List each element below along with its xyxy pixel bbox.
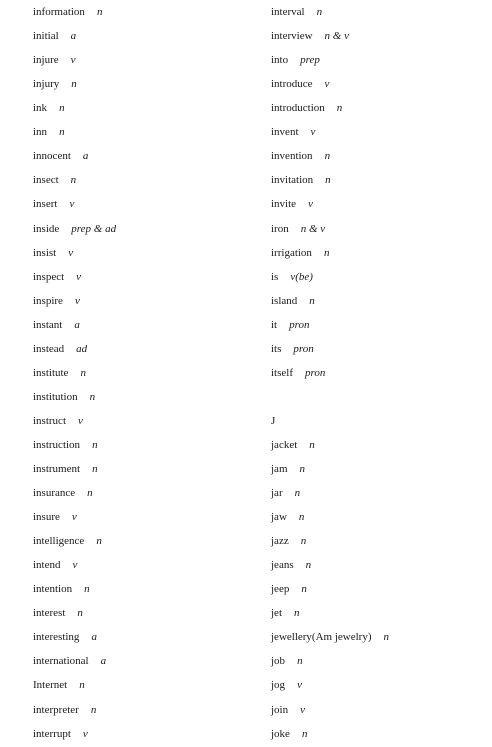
vocab-word: instead [33,342,65,355]
part-of-speech: v [78,414,83,427]
vocab-entry [33,244,73,262]
part-of-speech: n [92,462,98,475]
vocab-word: institution [33,390,78,403]
vocab-word: jazz [271,535,289,548]
vocab-word: joke [271,727,290,740]
vocab-word: Internet [33,679,68,692]
vocab-entry [33,436,98,454]
vocab-entry [33,123,65,141]
part-of-speech: n [70,174,77,187]
vocab-word: it [271,318,278,331]
vocab-entry [33,99,65,117]
vocab-word: invention [271,150,313,163]
vocab-word: inspect [33,270,65,283]
vocab-entry [271,701,305,719]
part-of-speech: n [297,655,303,668]
part-of-speech: n [96,6,103,18]
vocab-entry [33,51,76,69]
vocab-entry [33,340,87,358]
vocab-entry [33,412,83,430]
vocab-word: jeans [271,559,294,572]
part-of-speech: n [294,607,300,620]
vocab-word: insure [33,511,60,524]
vocab-word: intend [33,559,61,572]
part-of-speech: pron [289,318,310,331]
vocab-entry [271,508,304,526]
vocab-entry [271,340,314,358]
vocab-word: jaw [271,511,287,524]
vocab-word: interval [271,6,305,18]
vocab-word: information [33,6,85,18]
part-of-speech: v(be) [290,270,313,283]
vocab-entry [33,676,85,694]
vocab-entry [271,123,315,141]
vocab-word: introduce [271,78,313,91]
vocab-word: interview [271,30,313,43]
vocab-entry [271,725,307,743]
vocab-word: job [271,655,286,668]
part-of-speech: n [294,487,301,499]
vocab-word: its [271,342,282,355]
vocab-word: invite [271,198,297,211]
vocab-entry [33,508,77,526]
part-of-speech: n [299,462,305,475]
vocab-entry [271,484,300,502]
part-of-speech: n [305,559,312,572]
vocab-word: ink [33,102,48,115]
vocab-word: inn [33,126,48,139]
vocab-word: interpreter [33,703,79,716]
vocab-entry [271,3,322,21]
vocab-entry [33,195,74,213]
part-of-speech: n [80,366,86,379]
vocab-entry [33,652,106,670]
part-of-speech: n & v [324,30,349,43]
vocab-entry [33,147,88,165]
vocab-word: institute [33,366,69,379]
vocab-entry [271,652,303,670]
vocab-word: instrument [33,462,81,475]
vocab-word: insist [33,246,57,259]
part-of-speech: n [383,631,389,644]
vocab-entry [33,27,76,45]
part-of-speech: pron [293,342,314,355]
part-of-speech: v [74,294,80,307]
part-of-speech: ad [76,342,88,355]
vocab-word: injure [33,54,59,67]
vocab-word: island [271,294,298,307]
vocab-entry [271,556,311,574]
vocab-entry [33,556,77,574]
vocab-entry [271,316,310,334]
vocab-entry [271,676,302,694]
part-of-speech: n [96,535,102,548]
part-of-speech: n [87,487,93,499]
vocab-entry [33,220,116,238]
part-of-speech: n [298,511,305,524]
part-of-speech: a [82,150,89,163]
part-of-speech: v [70,54,76,67]
part-of-speech: n [324,150,331,163]
part-of-speech: n [316,6,323,18]
part-of-speech: n [300,535,307,548]
part-of-speech: a [70,30,77,43]
vocab-word: inspire [33,294,63,307]
vocab-word: irrigation [271,246,312,259]
part-of-speech: n [79,679,85,692]
vocab-entry [33,3,102,21]
part-of-speech: v [76,270,82,283]
vocab-entry [33,268,81,286]
vocab-word: intelligence [33,535,85,548]
part-of-speech: n [71,78,77,91]
vocab-entry [33,388,95,406]
vocab-word: join [271,703,289,716]
part-of-speech: n [84,583,90,596]
part-of-speech: v [297,679,302,692]
vocab-entry [33,532,102,550]
vocab-word: innocent [33,150,71,163]
vocab-entry [271,532,306,550]
vocab-entry [271,51,320,69]
part-of-speech: n [301,727,308,740]
vocab-entry [33,171,76,189]
vocab-entry [271,268,313,286]
vocab-word: intention [33,583,73,596]
part-of-speech: prep & ad [71,222,117,235]
section-letter-j: J [271,414,276,427]
part-of-speech: a [100,655,107,668]
vocab-entry [271,628,389,646]
vocab-entry [33,580,90,598]
part-of-speech: a [74,318,80,331]
vocab-word: initial [33,30,59,43]
vocab-word: instruction [33,438,81,451]
vocab-word: jam [271,462,288,475]
vocab-word: invitation [271,174,314,187]
part-of-speech: n [323,246,330,259]
vocab-entry [271,220,325,238]
part-of-speech: prep [300,54,320,67]
vocab-word: jet [271,607,282,620]
vocab-word: injury [33,78,60,91]
vocab-word: introduction [271,102,325,115]
part-of-speech: n [325,174,331,187]
vocab-entry [271,580,307,598]
vocab-entry [271,364,325,382]
vocab-entry [33,364,86,382]
vocab-entry [271,75,329,93]
vocab-word: instruct [33,414,66,427]
vocab-word: interest [33,607,66,620]
vocab-word: jewellery(Am jewelry) [271,631,372,644]
vocab-entry [33,725,88,743]
part-of-speech: n [90,703,97,716]
part-of-speech: v [72,559,78,572]
vocab-entry [271,292,315,310]
part-of-speech: v [82,727,88,740]
vocab-entry [33,316,80,334]
vocab-word: inside [33,222,60,235]
part-of-speech: v [310,126,316,139]
vocab-entry [271,460,305,478]
vocab-word: jeep [271,583,290,596]
part-of-speech: n & v [300,222,326,235]
part-of-speech: n [301,583,307,596]
vocab-entry [33,460,98,478]
part-of-speech: pron [305,366,326,379]
vocab-entry [271,27,349,45]
part-of-speech: v [71,511,77,524]
vocab-word: insurance [33,487,76,499]
vocab-entry [271,99,342,117]
vocab-word: interrupt [33,727,71,740]
vocab-word: jacket [271,438,298,451]
vocab-entry [271,195,313,213]
part-of-speech: n [309,438,315,451]
vocab-word: jar [271,487,283,499]
vocab-word: international [33,655,89,668]
vocab-word: into [271,54,289,67]
vocab-word: interesting [33,631,80,644]
part-of-speech: n [336,102,343,115]
vocab-entry [33,701,96,719]
part-of-speech: v [68,246,74,259]
vocab-entry [33,484,93,502]
vocab-entry [271,147,330,165]
part-of-speech: n [309,294,315,307]
vocab-word: jog [271,679,286,692]
part-of-speech: v [308,198,313,211]
part-of-speech: v [69,198,75,211]
vocab-entry [271,436,315,454]
vocab-word: insert [33,198,58,211]
vocab-entry [33,75,77,93]
vocab-entry [33,604,83,622]
part-of-speech: n [92,438,98,451]
part-of-speech: v [300,703,306,716]
part-of-speech: v [324,78,330,91]
vocab-word: is [271,270,279,283]
vocab-entry [271,604,300,622]
vocab-word: iron [271,222,289,235]
part-of-speech: a [91,631,97,644]
part-of-speech: n [59,102,65,115]
vocab-entry [271,244,329,262]
vocab-word: insect [33,174,59,187]
part-of-speech: n [59,126,65,139]
vocab-entry [271,171,331,189]
vocab-entry [33,628,97,646]
vocab-word: invent [271,126,299,139]
vocab-word: instant [33,318,63,331]
part-of-speech: n [89,390,96,403]
part-of-speech: n [77,607,83,620]
vocab-entry [33,292,80,310]
vocab-word: itself [271,366,293,379]
